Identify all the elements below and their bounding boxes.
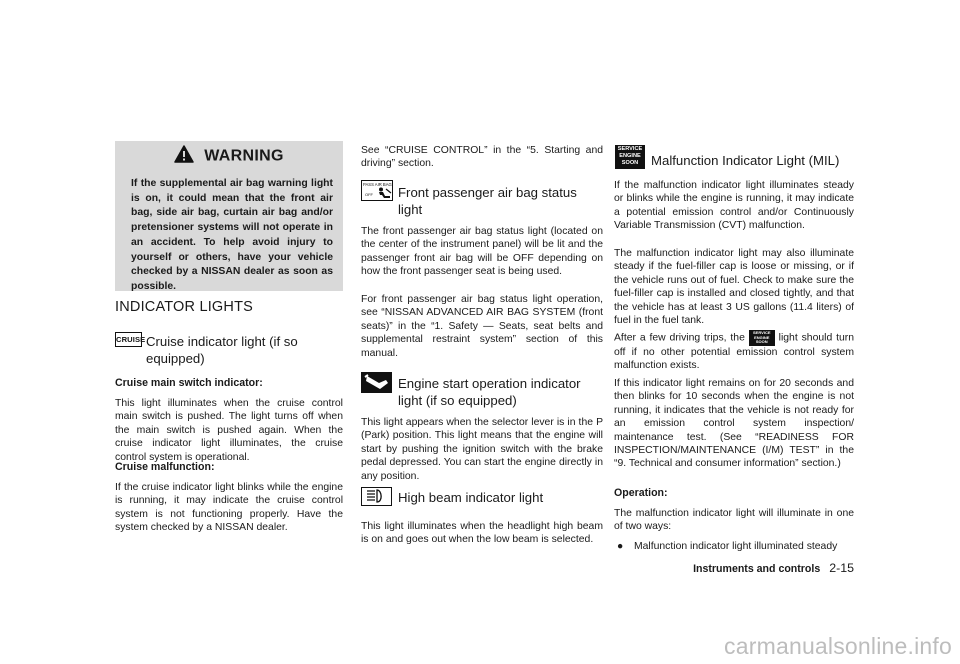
airbag-icon-off-label: OFF [365,192,373,197]
mil-paragraph-4: If this indicator light remains on for 20 seconds and then blinks for 10 seconds when the engine is not running, it indicates that the vehicle is not ready for an emission control system inspection/ maintenance test. (See “READINESS FOR INSPECTION/MAINTENANCE (I/M) TEST” in the “9. Technical and consumer information” section.) [614,378,854,470]
airbag-icon-label: PASS AIR BAG [363,182,392,187]
page-footer [640,561,854,575]
mil-title: Malfunction Indicator Light (MIL) [651,153,840,168]
engine-start-indicator-icon [361,372,392,393]
cruise-icon-label: CRUISE [116,335,146,344]
cruise-malfunction-heading: Cruise malfunction: [115,461,215,473]
bullet-marker: ● [617,541,624,552]
operation-heading: Operation: [614,487,668,499]
mil-p3-end: light should turn off if no other potential emission control system malfunction exists. [614,332,855,372]
mil-paragraph-1: If the malfunction indicator light illuminates steady or blinks while the engine is running, it may indicate a potential emission control and/or Continuously Variable Transmission (CVT) malfunction. [614,180,854,232]
cruise-control-reference: See “CRUISE CONTROL” in the “5. Starting and driving” section. [361,145,603,170]
inline-icon-line-3: SOON [755,339,768,345]
inline-icon-line-2: ENGINE [754,334,770,340]
warning-triangle-icon [174,145,194,168]
high-beam-indicator-icon [361,487,392,506]
cruise-main-switch-heading: Cruise main switch indicator: [115,377,263,389]
airbag-status-paragraph-2: For front passenger air bag status light operation, see “NISSAN ADVANCED AIR BAG SYSTEM (front seats)” in the “1. Safety — Seats, seat belts and supplemental restraint system” section of this manual. [361,294,603,359]
foot-pedal-icon [361,372,392,393]
watermark: carmanualsonline.info [724,633,952,659]
mil-paragraph-5: The malfunction indicator light will illuminate in one of two ways: [614,508,854,533]
page-number: 2-15 [829,561,854,575]
mil-icon-line-1: SERVICE [617,146,643,152]
footer-section-name: Instruments and controls [693,563,821,575]
service-engine-soon-inline-icon [749,330,775,346]
engine-start-indicator-title: Engine start operation indicator light (if so equipped) [398,376,581,408]
airbag-status-paragraph-1: The front passenger air bag status light (located on the center of the instrument panel) will be lit and the passenger front air bag will be OFF depending on how the front passenger seat is being used. [361,226,603,278]
warning-box [115,141,343,291]
airbag-status-light-title: Front passenger air bag status light [398,185,577,217]
mil-icon-line-2: ENGINE [619,153,641,159]
warning-text: If the supplemental air bag warning light is on, it could mean that the front air bag, side air bag, curtain air bag and/or pretensioner systems will not operate in an accident. To help avoid injury to yourself or others, have your vehicle checked by a NISSAN dealer as soon as possible. [131,178,333,292]
service-engine-soon-icon [615,145,645,169]
mil-icon-line-3: SOON [621,160,639,166]
high-beam-text: This light illuminates when the headlight high beam is on and goes out when the low beam is selected. [361,521,603,546]
cruise-indicator-title: Cruise indicator light (if so equipped) [146,334,298,366]
bullet-item: Malfunction indicator light illuminated steady [634,541,838,552]
engine-start-text: This light appears when the selector lever is in the P (Park) position. This light means that the engine will start by pushing the ignition switch with the brake pedal depressed. You can start the engine directly in any position. [361,417,603,482]
warning-header [115,145,343,168]
section-title: INDICATOR LIGHTS [115,299,254,315]
mil-paragraph-3 [614,330,854,373]
cruise-malfunction-text: If the cruise indicator light blinks while the engine is running, it may indicate the cruise control system is not functioning properly. Have the system checked by a NISSAN dealer. [115,482,343,534]
warning-title: WARNING [204,147,284,165]
mil-paragraph-2: The malfunction indicator light may also illuminate steady if the fuel-filler cap is loose or missing, or if the vehicle runs out of fuel. Check to make sure the fuel-filler cap is installed and closed tightly, and that the vehicle has at least 3 US gallons (11.4 liters) of fuel in the fuel tank. [614,248,854,327]
mil-p3-start: After a few driving trips, the [614,332,745,344]
headlight-beam-icon [362,488,390,504]
inline-icon-line-1: SERVICE [753,330,771,335]
seated-passenger-icon [376,187,392,200]
cruise-indicator-icon [115,332,146,347]
cruise-main-switch-text: This light illuminates when the cruise control main switch is pushed. The light turns off when the main switch is pushed again. When the cruise indicator light illuminates, the cruise control system is operational. [115,398,343,463]
passenger-airbag-status-icon [361,180,393,201]
high-beam-indicator-title: High beam indicator light [398,490,544,505]
